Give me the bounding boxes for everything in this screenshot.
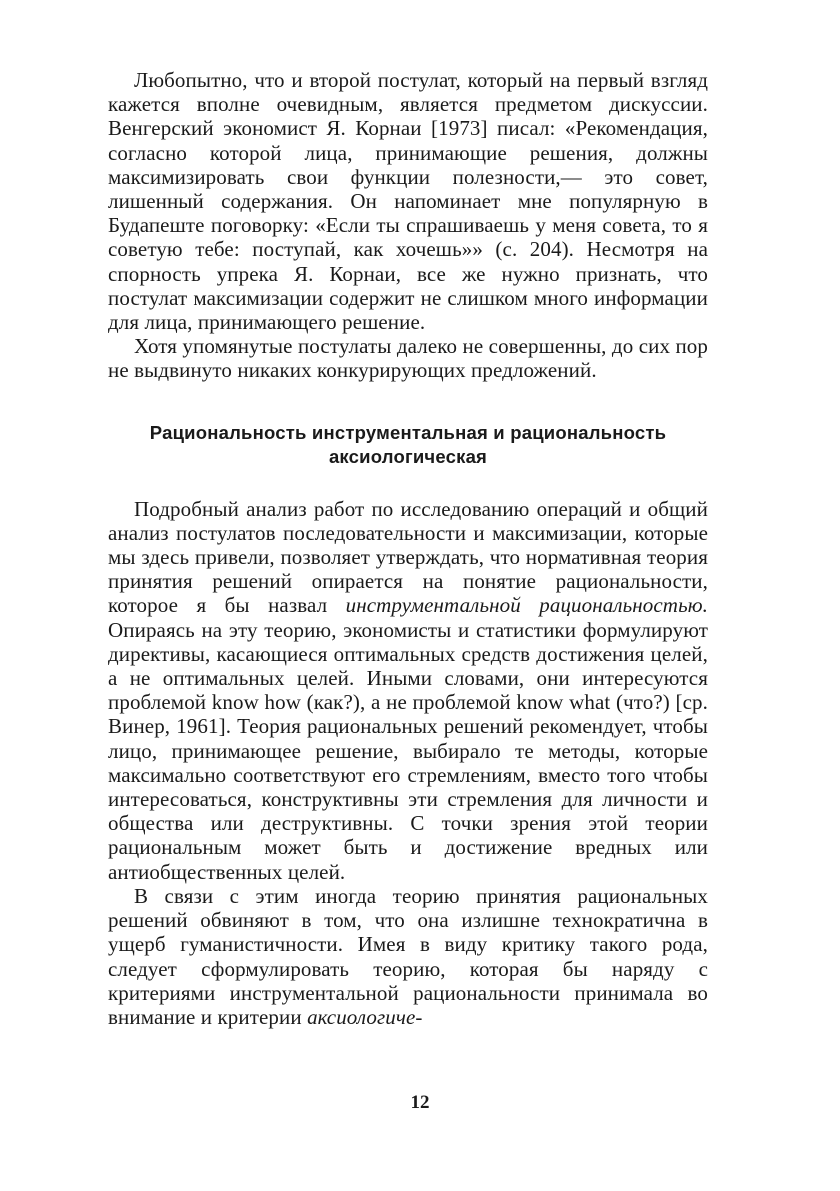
- paragraph-instrumental: [108, 497, 708, 884]
- paragraph-kornai: Любопытно, что и второй постулат, который на первый взгляд кажется вполне очевидным, является предметом дискуссии. Венгерский экономист Я. Корнаи [1973] писал: «Рекомендация, согласно которой лица, принимающие решения, должны максимизировать свои функции полезности,— это совет, лишенный содержания. Он напоминает мне популярную в Будапеште поговорку: «Если ты спрашиваешь у меня совета, то я советую тебе: поступай, как хочешь»» (с. 204). Несмотря на спорность упрека Я. Корнаи, все же нужно признать, что постулат максимизации содержит не слишком много информации для лица, принимающего решение.: [108, 68, 708, 335]
- page-body: [108, 68, 708, 1029]
- paragraph-postulates: Хотя упомянутые постулаты далеко не совершенны, до сих пор не выдвинуто никаких конкурирующих предложений.: [108, 334, 708, 383]
- paragraph-axiological: [108, 884, 708, 1029]
- section-heading: Рациональность инструментальная и рациональность аксиологическая: [149, 421, 667, 467]
- emphasis-term: инструментальной рациональностью.: [345, 593, 708, 618]
- page-number: 12: [410, 1092, 430, 1113]
- paragraph-text: Подробный анализ работ по исследованию операций и общий анализ постулатов последовательности и максимизации, которые мы здесь привели, позволяет утверждать, что нормативная теория принятия решений опирается на понятие рациональности, которое я бы назвал: [108, 496, 708, 618]
- paragraph-text: В связи с этим иногда теорию принятия рациональных решений обвиняют в том, что она излишне технократична в ущерб гуманистичности. Имея в виду критику такого рода, следует сформулировать теорию, которая бы наряду с критериями инструментальной рациональности принимала во внимание и критерии: [108, 883, 708, 1029]
- emphasis-term: аксиологиче-: [307, 1004, 423, 1029]
- paragraph-text: Опираясь на эту теорию, экономисты и статистики формулируют директивы, касающиеся оптимальных средств достижения целей, а не оптимальных целей. Иными словами, они интересуются проблемой know how (как?), а не проблемой know what (что?) [ср. Винер, 1961]. Теория рациональных решений рекомендует, чтобы лицо, принимающее решение, выбирало те методы, которые максимально соответствуют его стремлениям, вместо того чтобы интересоваться, конструктивны эти стремления для личности и общества или деструктивны. С точки зрения этой теории рациональным может быть и достижение вредных или антиобщественных целей.: [108, 617, 708, 884]
